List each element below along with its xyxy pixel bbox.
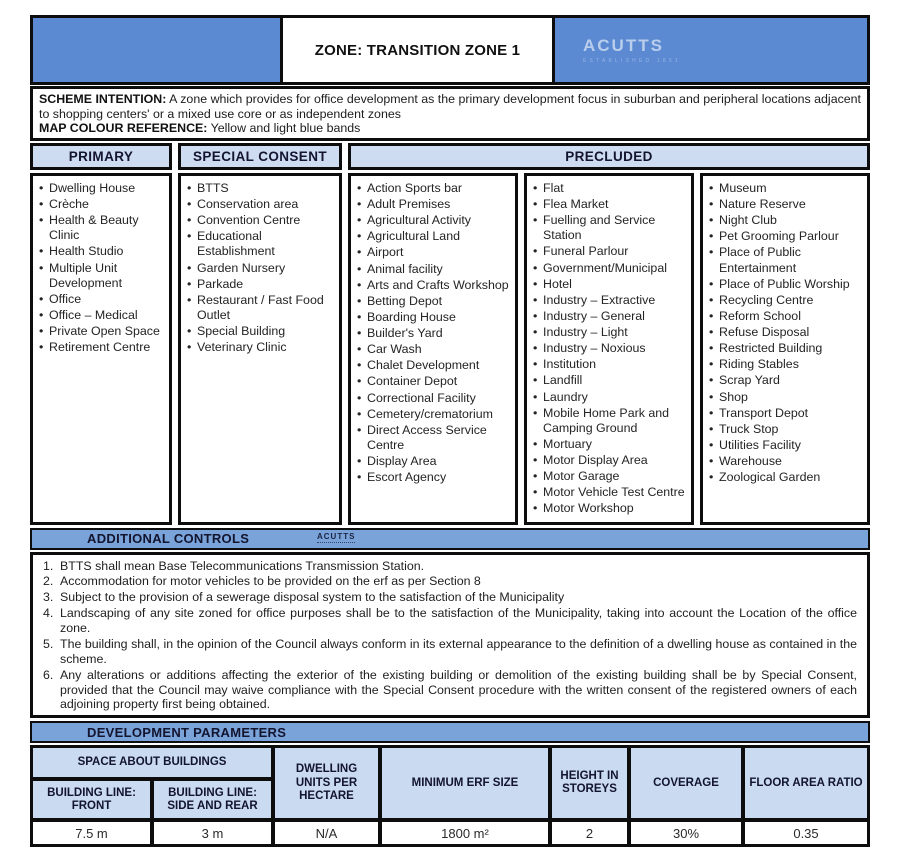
additional-controls-title: ADDITIONAL CONTROLS	[87, 531, 250, 546]
bullet-icon: •	[357, 390, 362, 405]
bullet-icon: •	[187, 292, 192, 307]
precluded-use-item	[533, 325, 689, 340]
bullet-icon: •	[533, 389, 538, 404]
acutts-logo-tagline: ESTABLISHED 1851	[583, 58, 681, 64]
precluded-use-item	[709, 373, 865, 388]
bullet-icon: •	[709, 245, 714, 260]
precluded-use-item-label: Institution	[543, 357, 597, 372]
bullet-icon: •	[533, 405, 538, 420]
bullet-icon: •	[357, 261, 362, 276]
item-number: 2.	[43, 574, 54, 589]
precluded-use-item-label: Animal facility	[367, 261, 443, 276]
primary-column-header: PRIMARY	[30, 143, 172, 170]
precluded-use-item-label: Flea Market	[543, 197, 609, 211]
bullet-icon: •	[39, 180, 44, 195]
bullet-icon: •	[357, 229, 362, 244]
primary-use-item	[39, 292, 167, 307]
precluded-use-item	[533, 437, 689, 452]
precluded-use-item-label: Container Depot	[367, 374, 458, 389]
precluded-use-item	[533, 244, 689, 259]
building-line-front-value: 7.5 m	[33, 822, 150, 844]
special-consent-use-item-label: Garden Nursery	[197, 260, 286, 275]
precluded-use-item-label: Action Sports bar	[367, 180, 463, 195]
precluded-use-item	[533, 181, 689, 196]
building-line-side-rear-header: BUILDING LINE: SIDE AND REAR	[154, 781, 271, 818]
bullet-icon: •	[357, 277, 362, 292]
precluded-use-item-label: Adult Premises	[367, 197, 451, 211]
primary-use-item	[39, 244, 167, 259]
bullet-icon: •	[187, 213, 192, 228]
precluded-use-item	[533, 501, 689, 516]
bullet-icon: •	[357, 358, 362, 373]
precluded-use-item-label: Laundry	[543, 389, 588, 404]
primary-use-item	[39, 324, 167, 339]
precluded-use-item	[709, 341, 865, 356]
precluded-use-item-label: Industry – Extractive	[543, 292, 656, 307]
additional-controls-notes	[30, 552, 870, 719]
dwelling-units-header: DWELLING UNITS PER HECTARE	[275, 748, 378, 818]
scheme-intention-block	[30, 86, 870, 141]
precluded-use-item-label: Builder's Yard	[367, 326, 443, 340]
minimum-erf-size-header: MINIMUM ERF SIZE	[382, 748, 548, 818]
control-note-item	[39, 559, 859, 574]
bullet-icon: •	[533, 244, 538, 259]
control-note-item-label: Landscaping of any site zoned for office purposes shall be to the satisfaction of the Municipality, taking into account the Location of the office zone.	[60, 606, 857, 635]
precluded-use-item	[709, 454, 865, 469]
special-consent-use-item	[187, 340, 337, 355]
special-consent-use-item-label: Conservation area	[197, 197, 299, 211]
bullet-icon: •	[709, 213, 714, 228]
precluded-use-item-label: Funeral Parlour	[543, 244, 629, 259]
bullet-icon: •	[357, 245, 362, 260]
bullet-icon: •	[187, 260, 192, 275]
precluded-use-item	[357, 326, 513, 341]
precluded-use-item	[533, 309, 689, 324]
building-line-front-header: BUILDING LINE: FRONT	[33, 781, 150, 818]
bullet-icon: •	[709, 421, 714, 436]
bullet-icon: •	[533, 292, 538, 307]
floor-area-ratio-header: FLOOR AREA RATIO	[745, 748, 867, 818]
precluded-use-item	[533, 485, 689, 500]
control-note-item	[39, 637, 859, 667]
precluded-use-item	[709, 293, 865, 308]
building-line-side-rear-value: 3 m	[154, 822, 271, 844]
control-note-item	[39, 606, 859, 636]
map-colour-text: Yellow and light blue bands	[207, 121, 361, 136]
bullet-icon: •	[533, 373, 538, 388]
bullet-icon: •	[533, 453, 538, 467]
precluded-use-item	[709, 309, 865, 324]
precluded-use-item	[533, 406, 689, 436]
bullet-icon: •	[709, 470, 714, 485]
primary-use-item	[39, 213, 167, 243]
primary-use-item	[39, 340, 167, 355]
control-note-item	[39, 668, 859, 713]
bullet-icon: •	[187, 229, 192, 244]
precluded-use-item-label: Car Wash	[367, 342, 422, 357]
special-consent-use-item	[187, 324, 337, 339]
precluded-use-item-label: Mobile Home Park and Camping Ground	[543, 405, 670, 435]
bullet-icon: •	[709, 292, 714, 307]
bullet-icon: •	[357, 470, 362, 485]
dwelling-units-value: N/A	[275, 822, 378, 844]
bullet-icon: •	[39, 340, 44, 355]
special-consent-use-item	[187, 181, 337, 196]
acutts-logo: ACUTTS	[583, 36, 664, 55]
primary-use-item-label: Office	[49, 291, 82, 306]
precluded-use-item	[533, 373, 689, 388]
item-number: 1.	[43, 558, 54, 573]
bullet-icon: •	[357, 342, 362, 357]
precluded-use-item-label: Night Club	[719, 213, 777, 228]
precluded-use-item-label: Direct Access Service Centre	[367, 422, 487, 452]
bullet-icon: •	[709, 229, 714, 244]
banner-right-panel	[555, 18, 867, 82]
special-consent-use-item	[187, 277, 337, 292]
precluded-use-item	[357, 423, 513, 453]
bullet-icon: •	[357, 326, 362, 340]
minimum-erf-size-value: 1800 m²	[382, 822, 548, 844]
special-consent-use-item	[187, 293, 337, 323]
bullet-icon: •	[357, 406, 362, 421]
precluded-use-item-label: Industry – Light	[543, 325, 628, 339]
bullet-icon: •	[357, 213, 362, 228]
primary-use-item-label: Office – Medical	[49, 307, 138, 322]
bullet-icon: •	[39, 324, 44, 338]
precluded-use-item	[533, 453, 689, 468]
precluded-use-item	[357, 294, 513, 309]
bullet-icon: •	[709, 180, 714, 195]
bullet-icon: •	[709, 373, 714, 388]
precluded-use-item	[533, 390, 689, 405]
control-note-item-label: Any alterations or additions affecting the exterior of the existing building or demolition of the existing building shall be by Special Consent, provided that the Council may waive compliance with the Special Consent procedure with the written consent of the registered owners of each adjoining property first being obtained.	[60, 667, 857, 712]
coverage-value: 30%	[631, 822, 741, 844]
precluded-use-list-1	[348, 173, 518, 525]
coverage-header: COVERAGE	[631, 748, 741, 818]
floor-area-ratio-value: 0.35	[745, 822, 867, 844]
special-consent-use-item-label: Educational Establishment	[197, 229, 275, 259]
precluded-use-item	[357, 470, 513, 485]
precluded-use-item-label: Display Area	[367, 454, 437, 468]
precluded-use-item	[357, 245, 513, 260]
bullet-icon: •	[187, 340, 192, 355]
primary-use-item-label: Private Open Space	[49, 324, 160, 338]
bullet-icon: •	[533, 276, 538, 291]
bullet-icon: •	[709, 405, 714, 420]
precluded-use-item-label: Reform School	[719, 308, 801, 323]
precluded-use-item	[533, 197, 689, 212]
bullet-icon: •	[709, 308, 714, 323]
special-consent-use-item-label: Veterinary Clinic	[197, 340, 287, 355]
precluded-use-item-label: Museum	[719, 180, 767, 195]
precluded-use-item-label: Zoological Garden	[719, 470, 821, 485]
bullet-icon: •	[39, 197, 44, 211]
control-note-item-label: Subject to the provision of a sewerage disposal system to the satisfaction of the Municipality	[60, 590, 565, 605]
primary-use-item-label: Dwelling House	[49, 180, 136, 195]
bullet-icon: •	[187, 324, 192, 338]
acutts-watermark: ACUTTS	[317, 532, 355, 543]
bullet-icon: •	[39, 307, 44, 322]
precluded-use-item-label: Chalet Development	[367, 358, 480, 373]
control-note-item	[39, 590, 859, 605]
special-consent-use-item-label: Convention Centre	[197, 213, 301, 228]
precluded-use-item	[357, 278, 513, 293]
development-parameters-table	[30, 745, 870, 847]
bullet-icon: •	[709, 357, 714, 372]
precluded-use-item	[357, 262, 513, 277]
precluded-use-item-label: Betting Depot	[367, 293, 443, 308]
bullet-icon: •	[709, 389, 714, 404]
precluded-use-item	[709, 357, 865, 372]
bullet-icon: •	[357, 374, 362, 389]
precluded-use-item	[709, 181, 865, 196]
primary-use-item	[39, 308, 167, 323]
precluded-use-item-label: Escort Agency	[367, 470, 447, 485]
precluded-use-item	[357, 310, 513, 325]
precluded-use-item-label: Landfill	[543, 373, 583, 388]
precluded-use-item	[533, 293, 689, 308]
special-consent-use-item	[187, 229, 337, 259]
bullet-icon: •	[187, 197, 192, 211]
item-number: 3.	[43, 590, 54, 605]
precluded-use-list-3	[700, 173, 870, 525]
precluded-use-item-label: Boarding House	[367, 309, 456, 324]
header-banner	[30, 15, 870, 85]
precluded-use-item	[533, 213, 689, 243]
precluded-use-item	[709, 390, 865, 405]
additional-controls-bar	[30, 528, 870, 550]
primary-use-item-label: Health Studio	[49, 244, 124, 259]
precluded-use-item-label: Fuelling and Service Station	[543, 213, 656, 243]
bullet-icon: •	[533, 469, 538, 484]
primary-use-item-label: Multiple Unit Development	[49, 260, 123, 290]
precluded-use-item	[533, 357, 689, 372]
precluded-use-item	[709, 245, 865, 275]
primary-use-item-label: Health & Beauty Clinic	[49, 213, 139, 243]
primary-use-item	[39, 261, 167, 291]
precluded-use-item-label: Motor Workshop	[543, 501, 634, 516]
item-number: 4.	[43, 606, 54, 621]
precluded-use-item	[709, 438, 865, 453]
control-note-item	[39, 574, 859, 589]
precluded-use-item	[533, 261, 689, 276]
precluded-use-item-label: Motor Vehicle Test Centre	[543, 485, 685, 500]
precluded-use-item	[709, 470, 865, 485]
precluded-use-item-label: Airport	[367, 245, 404, 260]
precluded-use-item-label: Recycling Centre	[719, 292, 814, 307]
scheme-intention-text: A zone which provides for office development as the primary development focus in suburban and peripheral locations adjacent to shopping centers' or a mixed use core or as independent zones	[39, 92, 862, 121]
precluded-use-item-label: Motor Display Area	[543, 453, 648, 467]
primary-use-list	[30, 173, 172, 525]
precluded-use-item	[709, 406, 865, 421]
precluded-use-item	[709, 277, 865, 292]
bullet-icon: •	[357, 454, 362, 468]
bullet-icon: •	[357, 293, 362, 308]
special-consent-use-item	[187, 197, 337, 212]
bullet-icon: •	[39, 260, 44, 275]
precluded-use-item-label: Warehouse	[719, 454, 782, 468]
special-consent-use-item-label: BTTS	[197, 180, 229, 195]
precluded-use-item	[357, 229, 513, 244]
bullet-icon: •	[533, 180, 538, 195]
bullet-icon: •	[533, 325, 538, 339]
precluded-column-header: PRECLUDED	[348, 143, 870, 170]
special-consent-use-list	[178, 173, 342, 525]
item-number: 5.	[43, 636, 54, 651]
scheme-intention-label: SCHEME INTENTION:	[39, 92, 167, 106]
development-parameters-title: DEVELOPMENT PARAMETERS	[87, 724, 287, 740]
precluded-use-list-2	[524, 173, 694, 525]
bullet-icon: •	[39, 244, 44, 259]
precluded-use-item-label: Correctional Facility	[367, 390, 476, 405]
control-note-item-label: The building shall, in the opinion of the Council always conform in its external appearance to the definition of a dwelling house as contained in the scheme.	[60, 636, 857, 666]
bullet-icon: •	[709, 454, 714, 468]
precluded-use-item	[357, 374, 513, 389]
special-consent-use-item	[187, 261, 337, 276]
precluded-use-item	[357, 358, 513, 373]
precluded-use-item-label: Government/Municipal	[543, 260, 667, 275]
banner-left-panel	[33, 18, 280, 82]
precluded-use-item	[357, 197, 513, 212]
bullet-icon: •	[709, 276, 714, 291]
precluded-use-item	[709, 229, 865, 244]
special-consent-column-header: SPECIAL CONSENT	[178, 143, 342, 170]
bullet-icon: •	[39, 213, 44, 228]
primary-use-item	[39, 181, 167, 196]
precluded-use-item	[533, 277, 689, 292]
special-consent-use-item-label: Parkade	[197, 276, 244, 291]
bullet-icon: •	[357, 197, 362, 211]
bullet-icon: •	[357, 180, 362, 195]
bullet-icon: •	[533, 357, 538, 372]
precluded-use-item-label: Cemetery/crematorium	[367, 406, 493, 421]
special-consent-use-item-label: Special Building	[197, 324, 286, 338]
bullet-icon: •	[533, 485, 538, 500]
primary-use-item-label: Retirement Centre	[49, 340, 151, 355]
land-use-grid	[30, 143, 870, 525]
precluded-use-item	[357, 181, 513, 196]
bullet-icon: •	[187, 276, 192, 291]
bullet-icon: •	[39, 291, 44, 306]
precluded-use-item	[357, 454, 513, 469]
development-parameters-bar	[30, 721, 870, 743]
precluded-use-item-label: Industry – Noxious	[543, 341, 646, 356]
height-in-storeys-value: 2	[552, 822, 627, 844]
bullet-icon: •	[533, 341, 538, 356]
precluded-use-item-label: Pet Grooming Parlour	[719, 229, 839, 244]
bullet-icon: •	[357, 422, 362, 437]
control-note-item-label: BTTS shall mean Base Telecommunications Transmission Station.	[60, 558, 425, 573]
height-in-storeys-header: HEIGHT IN STOREYS	[552, 748, 627, 818]
precluded-use-item-label: Industry – General	[543, 308, 645, 323]
bullet-icon: •	[533, 260, 538, 275]
precluded-use-item-label: Arts and Crafts Workshop	[367, 277, 509, 292]
special-consent-use-item-label: Restaurant / Fast Food Outlet	[197, 292, 324, 322]
precluded-use-item-label: Mortuary	[543, 436, 592, 451]
primary-use-item-label: Crèche	[49, 197, 89, 211]
precluded-use-item	[709, 325, 865, 340]
zone-title: ZONE: TRANSITION ZONE 1	[280, 18, 555, 82]
precluded-use-item	[357, 407, 513, 422]
precluded-use-item-label: Shop	[719, 389, 748, 404]
bullet-icon: •	[709, 341, 714, 356]
precluded-use-item-label: Flat	[543, 180, 564, 195]
bullet-icon: •	[357, 309, 362, 324]
special-consent-use-item	[187, 213, 337, 228]
precluded-use-item-label: Transport Depot	[719, 405, 809, 420]
precluded-use-item-label: Agricultural Land	[367, 229, 460, 244]
precluded-use-item	[357, 342, 513, 357]
precluded-use-item	[357, 213, 513, 228]
precluded-use-item	[357, 391, 513, 406]
precluded-use-item-label: Place of Public Worship	[719, 276, 850, 291]
control-note-item-label: Accommodation for motor vehicles to be provided on the erf as per Section 8	[60, 574, 481, 589]
precluded-use-item-label: Restricted Building	[719, 341, 823, 356]
bullet-icon: •	[187, 180, 192, 195]
precluded-use-item-label: Hotel	[543, 276, 572, 291]
precluded-use-item-label: Motor Garage	[543, 469, 620, 484]
bullet-icon: •	[709, 437, 714, 452]
map-colour-label: MAP COLOUR REFERENCE:	[39, 121, 208, 136]
precluded-use-item-label: Nature Reserve	[719, 197, 806, 211]
item-number: 6.	[43, 667, 54, 682]
bullet-icon: •	[709, 197, 714, 211]
bullet-icon: •	[533, 501, 538, 516]
bullet-icon: •	[709, 325, 714, 339]
precluded-use-item	[709, 197, 865, 212]
precluded-use-item	[533, 341, 689, 356]
precluded-use-item	[533, 469, 689, 484]
bullet-icon: •	[533, 197, 538, 211]
precluded-use-item-label: Riding Stables	[719, 357, 799, 372]
primary-use-item	[39, 197, 167, 212]
bullet-icon: •	[533, 436, 538, 451]
space-about-buildings-header: SPACE ABOUT BUILDINGS	[33, 748, 271, 777]
precluded-use-item-label: Refuse Disposal	[719, 325, 810, 339]
precluded-use-item	[709, 422, 865, 437]
precluded-use-item-label: Scrap Yard	[719, 373, 780, 388]
bullet-icon: •	[533, 308, 538, 323]
precluded-lists-wrap	[348, 173, 870, 525]
precluded-use-item-label: Agricultural Activity	[367, 213, 471, 228]
bullet-icon: •	[533, 213, 538, 228]
precluded-use-item	[709, 213, 865, 228]
precluded-use-item-label: Place of Public Entertainment	[719, 245, 801, 275]
precluded-use-item-label: Utilities Facility	[719, 437, 801, 452]
precluded-use-item-label: Truck Stop	[719, 421, 779, 436]
